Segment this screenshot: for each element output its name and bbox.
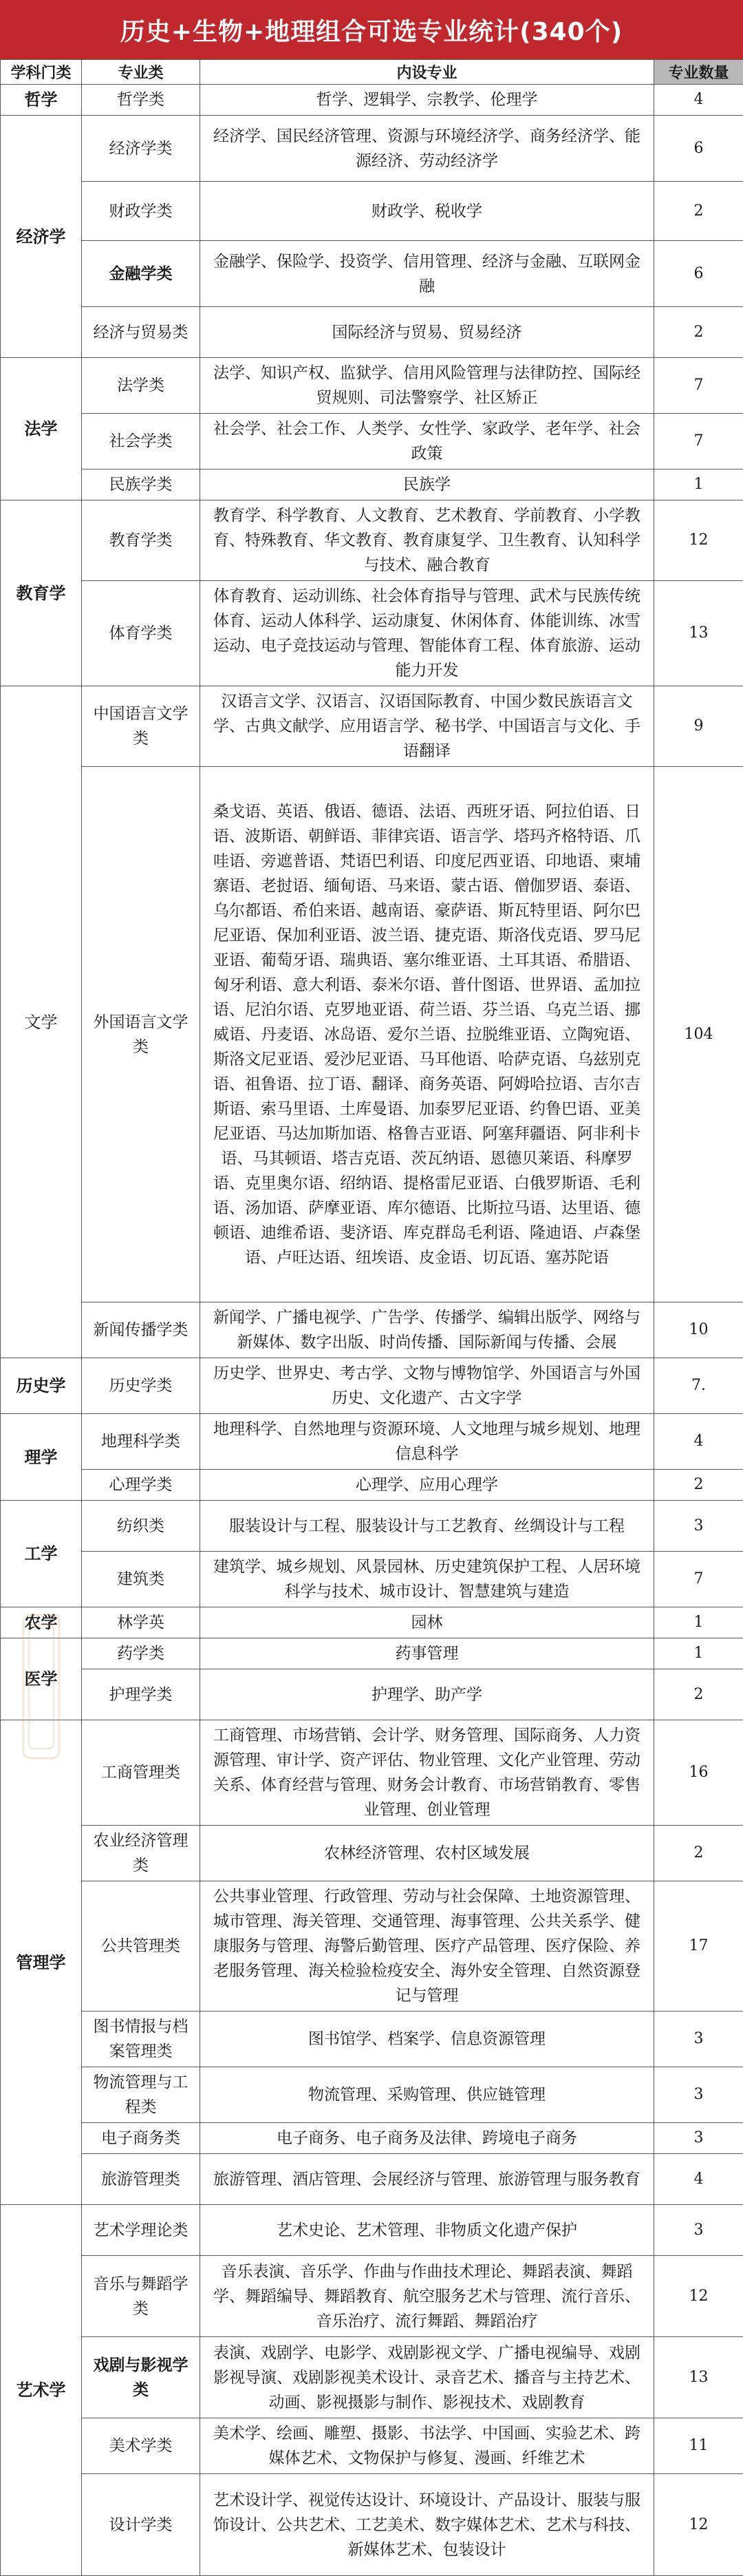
category-cell: 农学 (1, 1607, 82, 1638)
table-row (1, 469, 743, 500)
subcategory-cell: 财政学类 (82, 182, 200, 241)
majors-cell: 服装设计与工程、服装设计与工艺教育、丝绸设计与工程 (200, 1501, 654, 1552)
subcategory-cell: 社会学类 (82, 414, 200, 469)
majors-cell: 药事管理 (200, 1638, 654, 1669)
majors-cell: 民族学 (200, 469, 654, 500)
table-row (1, 2067, 743, 2123)
subcategory-cell: 建筑类 (82, 1552, 200, 1607)
table-row (1, 2337, 743, 2418)
subcategory-cell: 民族学类 (82, 469, 200, 500)
count-cell: 13 (654, 2337, 743, 2418)
majors-cell: 图书馆学、档案学、信息资源管理 (200, 2012, 654, 2067)
majors-cell: 桑戈语、英语、俄语、德语、法语、西班牙语、阿拉伯语、日语、波斯语、朝鲜语、菲律宾语、语言学、塔玛齐格特语、爪哇语、旁遮普语、梵语巴利语、印度尼西亚语、印地语、柬埔寨语、老挝语、缅甸语、马来语、蒙古语、僧伽罗语、泰语、乌尔都语、希伯来语、越南语、豪萨语、斯瓦特里语、阿尔巴尼亚语、保加利亚语、波兰语、捷克语、斯洛伐克语、罗马尼亚语、葡萄牙语、瑞典语、塞尔维亚语、土耳其语、希腊语、匈牙利语、意大利语、泰米尔语、普什图语、世界语、孟加拉语、尼泊尔语、克罗地亚语、荷兰语、芬兰语、乌克兰语、挪威语、丹麦语、冰岛语、爱尔兰语、拉脱维亚语、立陶宛语、斯洛文尼亚语、爱沙尼亚语、马耳他语、哈萨克语、乌兹别克语、祖鲁语、拉丁语、翻译、商务英语、阿姆哈拉语、吉尔吉斯语、索马里语、土库曼语、加泰罗尼亚语、约鲁巴语、亚美尼亚语、马达加斯加语、格鲁吉亚语、阿塞拜疆语、阿非利卡语、马其顿语、塔吉克语、茨瓦纳语、恩德贝莱语、科摩罗语、克里奥尔语、绍纳语、提格雷尼亚语、白俄罗斯语、毛利语、汤加语、萨摩亚语、库尔德语、比斯拉马语、达里语、德顿语、迪维希语、斐济语、库克群岛毛利语、隆迪语、卢森堡语、卢旺达语、纽埃语、皮金语、切瓦语、塞苏陀语 (200, 767, 654, 1302)
majors-cell: 汉语言文学、汉语言、汉语国际教育、中国少数民族语言文学、古典文献学、应用语言学、秘书学、中国语言与文化、手语翻译 (200, 686, 654, 767)
subcategory-cell: 经济与贸易类 (82, 307, 200, 358)
table-row (1, 241, 743, 307)
majors-cell: 表演、戏剧学、电影学、戏剧影视文学、广播电视编导、戏剧影视导演、戏剧影视美术设计、录音艺术、播音与主持艺术、动画、影视摄影与制作、影视技术、戏剧教育 (200, 2337, 654, 2418)
count-cell: 104 (654, 767, 743, 1302)
table-row (1, 2205, 743, 2256)
subcategory-cell: 金融学类 (82, 241, 200, 307)
majors-cell: 公共事业管理、行政管理、劳动与社会保障、土地资源管理、城市管理、海关管理、交通管理、海事管理、公共关系学、健康服务与管理、海警后勤管理、医疗产品管理、医疗保险、养老服务管理、海关检验检疫安全、海外安全管理、自然资源登记与管理 (200, 1881, 654, 2012)
category-cell: 工学 (1, 1501, 82, 1607)
count-cell: 3 (654, 2012, 743, 2067)
majors-cell: 哲学、逻辑学、宗教学、伦理学 (200, 85, 654, 116)
table-row (1, 767, 743, 1302)
count-cell: 7 (654, 358, 743, 414)
count-cell: 12 (654, 500, 743, 581)
subcategory-cell: 音乐与舞蹈学类 (82, 2256, 200, 2337)
count-cell: 6 (654, 116, 743, 182)
table-row (1, 182, 743, 241)
count-cell: 3 (654, 2123, 743, 2154)
subcategory-cell: 旅游管理类 (82, 2154, 200, 2205)
category-cell: 管理学 (1, 1720, 82, 2205)
majors-cell: 农林经济管理、农村区域发展 (200, 1826, 654, 1881)
majors-cell: 艺术设计学、视觉传达设计、环境设计、产品设计、服装与服饰设计、公共艺术、工艺美术、数字媒体艺术、艺术与科技、新媒体艺术、包装设计 (200, 2474, 654, 2576)
page-title: 历史+生物+地理组合可选专业统计(340个) (0, 0, 743, 59)
subcategory-cell: 电子商务类 (82, 2123, 200, 2154)
count-cell: 2 (654, 1826, 743, 1881)
category-cell: 艺术学 (1, 2205, 82, 2576)
table-row (1, 85, 743, 116)
majors-cell: 音乐表演、音乐学、作曲与作曲技术理论、舞蹈表演、舞蹈学、舞蹈编导、舞蹈教育、航空服务艺术与管理、流行音乐、音乐治疗、流行舞蹈、舞蹈治疗 (200, 2256, 654, 2337)
count-cell: 1 (654, 1638, 743, 1669)
table-row (1, 1414, 743, 1470)
count-cell: 7. (654, 1358, 743, 1414)
count-cell: 4 (654, 2154, 743, 2205)
majors-cell: 地理科学、自然地理与资源环境、人文地理与城乡规划、地理信息科学 (200, 1414, 654, 1470)
table-row (1, 1501, 743, 1552)
count-cell: 6 (654, 241, 743, 307)
count-cell: 11 (654, 2418, 743, 2474)
count-cell: 4 (654, 1414, 743, 1470)
table-row (1, 686, 743, 767)
category-cell: 理学 (1, 1414, 82, 1501)
category-cell: 法学 (1, 358, 82, 500)
count-cell: 1 (654, 1607, 743, 1638)
count-cell: 2 (654, 1470, 743, 1501)
count-cell: 2 (654, 1669, 743, 1720)
table-row (1, 358, 743, 414)
table-row (1, 2256, 743, 2337)
majors-table (0, 59, 743, 2576)
table-row (1, 1302, 743, 1358)
majors-cell: 法学、知识产权、监狱学、信用风险管理与法律防控、国际经贸规则、司法警察学、社区矫正 (200, 358, 654, 414)
majors-cell: 体育教育、运动训练、社会体育指导与管理、武术与民族传统体育、运动人体科学、运动康复、休闲体育、体能训练、冰雪运动、电子竞技运动与管理、智能体育工程、体育旅游、运动能力开发 (200, 581, 654, 686)
count-cell: 2 (654, 182, 743, 241)
header-row (1, 60, 743, 85)
table-row (1, 500, 743, 581)
majors-cell: 历史学、世界史、考古学、文物与博物馆学、外国语言与外国历史、文化遗产、古文字学 (200, 1358, 654, 1414)
category-cell: 历史学 (1, 1358, 82, 1414)
subcategory-cell: 法学类 (82, 358, 200, 414)
category-cell: 文学 (1, 686, 82, 1358)
subcategory-cell: 哲学类 (82, 85, 200, 116)
subcategory-cell: 历史学类 (82, 1358, 200, 1414)
count-cell: 7 (654, 1552, 743, 1607)
majors-cell: 教育学、科学教育、人文教育、艺术教育、学前教育、小学教育、特殊教育、华文教育、教育康复学、卫生教育、认知科学与技术、融合教育 (200, 500, 654, 581)
header-category: 学科门类 (1, 60, 82, 85)
table-body (1, 85, 743, 2576)
count-cell: 10 (654, 1302, 743, 1358)
subcategory-cell: 公共管理类 (82, 1881, 200, 2012)
table-row (1, 1552, 743, 1607)
majors-cell: 电子商务、电子商务及法律、跨境电子商务 (200, 2123, 654, 2154)
subcategory-cell: 工商管理类 (82, 1720, 200, 1826)
subcategory-cell: 地理科学类 (82, 1414, 200, 1470)
majors-cell: 工商管理、市场营销、会计学、财务管理、国际商务、人力资源管理、审计学、资产评估、物业管理、文化产业管理、劳动关系、体育经营与管理、财务会计教育、市场营销教育、零售业管理、创业管理 (200, 1720, 654, 1826)
majors-cell: 美术学、绘画、雕塑、摄影、书法学、中国画、实验艺术、跨媒体艺术、文物保护与修复、漫画、纤维艺术 (200, 2418, 654, 2474)
majors-cell: 国际经济与贸易、贸易经济 (200, 307, 654, 358)
count-cell: 3 (654, 1501, 743, 1552)
subcategory-cell: 农业经济管理类 (82, 1826, 200, 1881)
count-cell: 16 (654, 1720, 743, 1826)
header-majors: 内设专业 (200, 60, 654, 85)
subcategory-cell: 教育学类 (82, 500, 200, 581)
count-cell: 4 (654, 85, 743, 116)
subcategory-cell: 纺织类 (82, 1501, 200, 1552)
count-cell: 3 (654, 2205, 743, 2256)
header-subcategory: 专业类 (82, 60, 200, 85)
table-row (1, 1669, 743, 1720)
subcategory-cell: 中国语言文学类 (82, 686, 200, 767)
subcategory-cell: 戏剧与影视学类 (82, 2337, 200, 2418)
subcategory-cell: 经济学类 (82, 116, 200, 182)
subcategory-cell: 新闻传播学类 (82, 1302, 200, 1358)
majors-cell: 经济学、国民经济管理、资源与环境经济学、商务经济学、能源经济、劳动经济学 (200, 116, 654, 182)
table-row (1, 581, 743, 686)
majors-cell: 社会学、社会工作、人类学、女性学、家政学、老年学、社会政策 (200, 414, 654, 469)
category-cell: 教育学 (1, 500, 82, 686)
count-cell: 3 (654, 2067, 743, 2123)
table-row (1, 1470, 743, 1501)
majors-cell: 金融学、保险学、投资学、信用管理、经济与金融、互联网金融 (200, 241, 654, 307)
category-cell: 哲学 (1, 85, 82, 116)
subcategory-cell: 护理学类 (82, 1669, 200, 1720)
category-cell: 经济学 (1, 116, 82, 358)
category-cell: 医学 (1, 1638, 82, 1720)
subcategory-cell: 药学类 (82, 1638, 200, 1669)
table-row (1, 1358, 743, 1414)
majors-cell: 艺术史论、艺术管理、非物质文化遗产保护 (200, 2205, 654, 2256)
header-count: 专业数量 (654, 60, 743, 85)
table-row (1, 1607, 743, 1638)
count-cell: 2 (654, 307, 743, 358)
table-row (1, 2012, 743, 2067)
table-row (1, 1881, 743, 2012)
majors-cell: 建筑学、城乡规划、风景园林、历史建筑保护工程、人居环境科学与技术、城市设计、智慧建筑与建造 (200, 1552, 654, 1607)
count-cell: 17 (654, 1881, 743, 2012)
subcategory-cell: 林学英 (82, 1607, 200, 1638)
table-row (1, 2418, 743, 2474)
subcategory-cell: 艺术学理论类 (82, 2205, 200, 2256)
subcategory-cell: 美术学类 (82, 2418, 200, 2474)
majors-cell: 财政学、税收学 (200, 182, 654, 241)
table-row (1, 307, 743, 358)
count-cell: 7 (654, 414, 743, 469)
table-row (1, 116, 743, 182)
subcategory-cell: 外国语言文学类 (82, 767, 200, 1302)
subcategory-cell: 图书情报与档案管理类 (82, 2012, 200, 2067)
table-row (1, 1826, 743, 1881)
majors-cell: 心理学、应用心理学 (200, 1470, 654, 1501)
subcategory-cell: 心理学类 (82, 1470, 200, 1501)
table-row (1, 1720, 743, 1826)
subcategory-cell: 物流管理与工程类 (82, 2067, 200, 2123)
majors-cell: 新闻学、广播电视学、广告学、传播学、编辑出版学、网络与新媒体、数字出版、时尚传播、国际新闻与传播、会展 (200, 1302, 654, 1358)
count-cell: 12 (654, 2474, 743, 2576)
majors-cell: 旅游管理、酒店管理、会展经济与管理、旅游管理与服务教育 (200, 2154, 654, 2205)
table-row (1, 2474, 743, 2576)
majors-cell: 物流管理、采购管理、供应链管理 (200, 2067, 654, 2123)
subcategory-cell: 设计学类 (82, 2474, 200, 2576)
table-row (1, 414, 743, 469)
table-row (1, 2154, 743, 2205)
table-row (1, 2123, 743, 2154)
majors-cell: 园林 (200, 1607, 654, 1638)
count-cell: 1 (654, 469, 743, 500)
majors-cell: 护理学、助产学 (200, 1669, 654, 1720)
count-cell: 9 (654, 686, 743, 767)
table-row (1, 1638, 743, 1669)
count-cell: 13 (654, 581, 743, 686)
subcategory-cell: 体育学类 (82, 581, 200, 686)
count-cell: 12 (654, 2256, 743, 2337)
